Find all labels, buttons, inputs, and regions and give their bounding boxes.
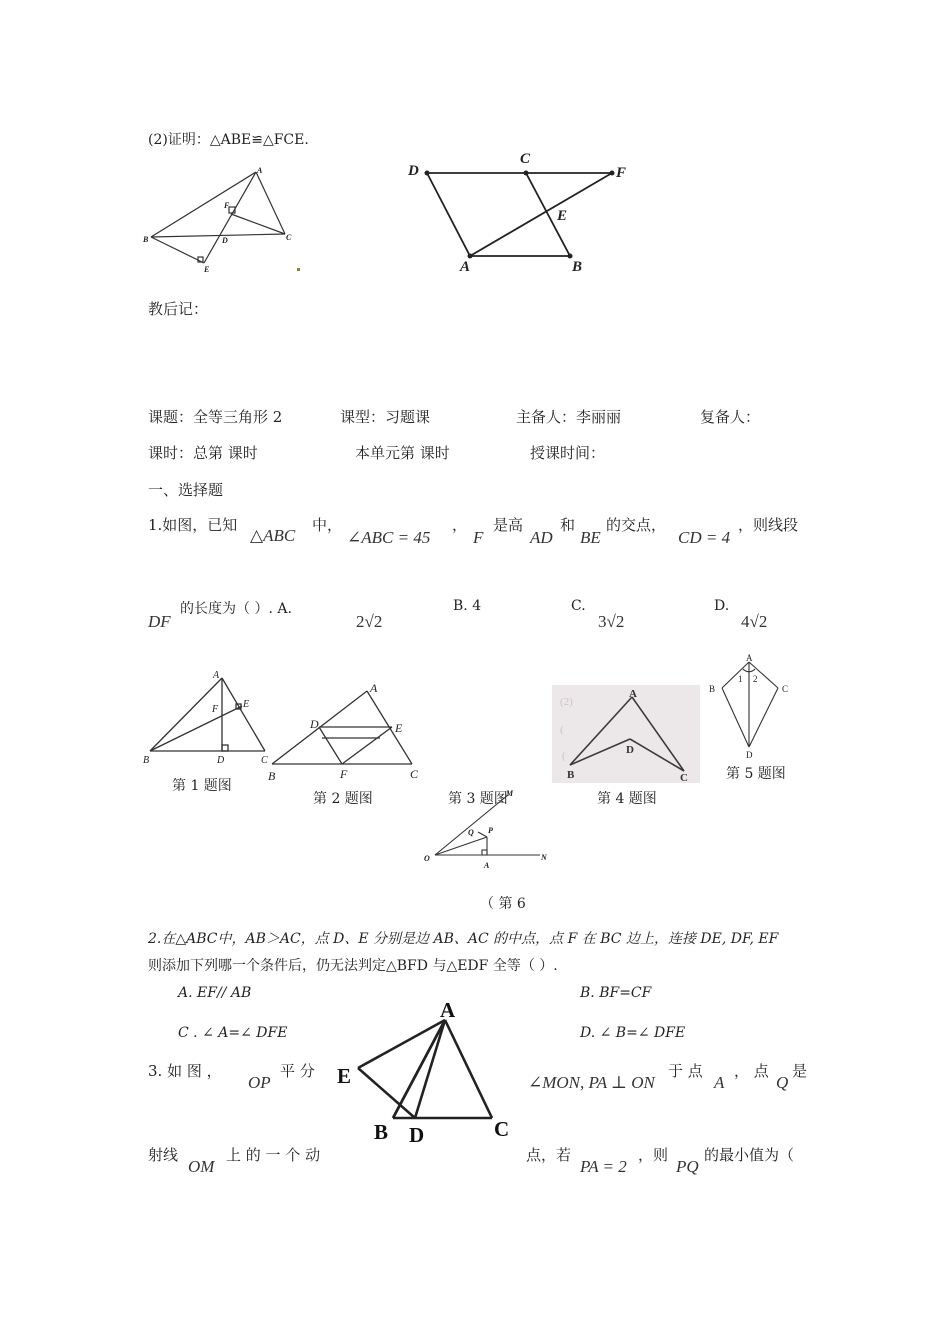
q2-option-b: B. BF=CF (580, 985, 652, 1001)
q3-math-PQ: PQ (676, 1157, 699, 1176)
label-angle-1: 1 (738, 674, 743, 684)
figure-proof-right (400, 150, 640, 275)
label-D: D (310, 717, 319, 731)
lesson-teach-time: 授课时间： (530, 444, 606, 462)
label-D: D (626, 744, 634, 756)
label-P: P (488, 826, 493, 835)
label-C: C (494, 1117, 510, 1141)
label-F: F (224, 201, 230, 210)
figure-triangle-AEBDC (330, 995, 520, 1150)
notes-label: 教后记： (148, 300, 209, 318)
label-angle-2: 2 (753, 674, 758, 684)
q1-option-b: B. 4 (453, 598, 482, 614)
caption-fig-2: 第 2 题图 (313, 791, 373, 807)
label-M: M (506, 789, 514, 798)
q1-math-F: F (473, 528, 484, 547)
label-A: A (484, 861, 490, 870)
caption-fig-3: 第 3 题图 (448, 791, 508, 807)
q1-option-d-label: D. (714, 598, 730, 614)
label-A: A (629, 688, 637, 700)
q1-option-d: 4√2 (741, 612, 768, 631)
q1-math-DF: DF (148, 612, 171, 631)
q2-option-c: C . ∠ A=∠ DFE (178, 1025, 288, 1041)
section-title: 一、选择题 (148, 481, 224, 499)
label-C: C (261, 755, 268, 766)
q1-text-5: 和 (560, 516, 576, 534)
q2-option-a: A. EF// AB (178, 985, 252, 1001)
q3-math-PA: PA = 2 (580, 1157, 627, 1176)
label-E: E (243, 699, 250, 710)
q3-math-OM: OM (188, 1157, 215, 1176)
caption-fig-6: （ 第 6 (480, 896, 526, 912)
q3-text-5: 是 (792, 1062, 808, 1080)
caption-fig-4: 第 4 题图 (597, 791, 657, 807)
lesson-preparer: 主备人：李丽丽 (516, 408, 622, 426)
label-E: E (204, 265, 210, 274)
label-Q: Q (468, 828, 474, 837)
label-D: D (217, 755, 225, 766)
label-C: C (520, 151, 531, 167)
q1-math-BE: BE (580, 528, 601, 547)
label-B: B (268, 769, 276, 783)
svg-text:(2): (2) (560, 696, 573, 708)
q1-option-a: 2√2 (356, 612, 383, 631)
q1-text-2: 中， (312, 516, 343, 534)
q1-text-3: ， (452, 516, 468, 534)
label-E: E (557, 208, 568, 224)
caption-fig-1: 第 1 题图 (172, 778, 232, 794)
label-B: B (143, 755, 150, 766)
label-A: A (460, 259, 471, 275)
label-B: B (567, 769, 575, 781)
q1-math-CD: CD = 4 (678, 528, 731, 547)
lesson-type: 课型：习题课 (340, 408, 431, 426)
label-A: A (257, 166, 263, 175)
figure-proof-left (140, 160, 310, 280)
label-C: C (680, 772, 688, 783)
q1-math-triangle: △ABC (250, 526, 296, 545)
q3-math-Q: Q (776, 1073, 789, 1092)
label-B: B (709, 684, 716, 694)
q1-text-8: 的长度为（ ）. A. (180, 601, 292, 617)
q3-math-A: A (714, 1073, 725, 1092)
label-D: D (746, 750, 753, 760)
label-N: N (541, 853, 547, 862)
label-B: B (143, 235, 149, 244)
q3-text-10: 的最小值为（ (704, 1146, 795, 1164)
q2-option-d: D. ∠ B=∠ DFE (580, 1025, 686, 1041)
label-D: D (222, 236, 228, 245)
q1-text-1: 1.如图，已知 (148, 516, 238, 534)
label-C: C (782, 684, 789, 694)
label-E: E (337, 1064, 352, 1088)
figure-4 (552, 685, 700, 783)
label-A: A (746, 653, 753, 663)
label-D: D (408, 163, 419, 179)
label-F: F (340, 767, 348, 781)
label-F: F (212, 704, 219, 715)
q1-text-7: ，则线段 (738, 516, 799, 534)
q1-math-AD: AD (530, 528, 553, 547)
q3-text-8: 点，若 (526, 1146, 572, 1164)
q3-text-3: 于 点 (668, 1062, 703, 1080)
label-A: A (440, 998, 456, 1022)
label-D: D (409, 1123, 425, 1147)
caption-fig-5: 第 5 题图 (726, 766, 786, 782)
q3-text-2: 平 分 (280, 1062, 315, 1080)
q3-text-9: ，则 (638, 1146, 669, 1164)
lesson-topic: 课题：全等三角形 2 (148, 408, 283, 426)
q2-line-2: 则添加下列哪一个条件后，仍无法判定△BFD 与△EDF 全等（ ）. (148, 958, 558, 974)
q1-text-6: 的交点， (606, 516, 667, 534)
figure-5 (700, 652, 800, 762)
label-F: F (616, 165, 627, 181)
label-C: C (410, 767, 419, 781)
q3-text-6: 射线 (148, 1146, 179, 1164)
figure-1 (140, 666, 280, 771)
label-C: C (286, 233, 292, 242)
q3-math-OP: OP (248, 1073, 271, 1092)
q3-math-angle: ∠MON, PA ⊥ ON (528, 1073, 655, 1092)
lesson-period-unit: 本单元第 课时 (355, 444, 450, 462)
label-E: E (395, 721, 403, 735)
stray-dot (297, 268, 300, 271)
q1-math-angle: ∠ABC = 45 (347, 528, 431, 547)
q2-line-1: 2.在△ABC中，AB＞AC，点 D、E 分别是边 AB、AC 的中点，点 F 在 BC 边上，连接 DE, DF, EF (148, 931, 779, 947)
label-B: B (572, 259, 583, 275)
figure-2 (262, 676, 427, 786)
svg-text:(: ( (562, 750, 566, 762)
q3-text-7: 上 的 一 个 动 (226, 1146, 321, 1164)
label-A: A (370, 681, 378, 695)
lesson-co-preparer: 复备人： (700, 408, 761, 426)
q1-option-c-label: C. (571, 598, 586, 614)
lesson-period-total: 课时：总第 课时 (148, 444, 258, 462)
q3-text-4: ， 点 (734, 1062, 769, 1080)
proof-statement: (2)证明：△ABE≌△FCE. (148, 132, 309, 148)
figure-6 (420, 785, 555, 875)
label-B: B (374, 1120, 389, 1144)
q3-text-1: 3. 如 图 ， (148, 1062, 222, 1080)
label-O: O (424, 854, 430, 863)
svg-text:(: ( (560, 724, 564, 736)
q1-option-c: 3√2 (598, 612, 625, 631)
q1-text-4: 是高 (493, 516, 524, 534)
label-A: A (213, 670, 220, 681)
